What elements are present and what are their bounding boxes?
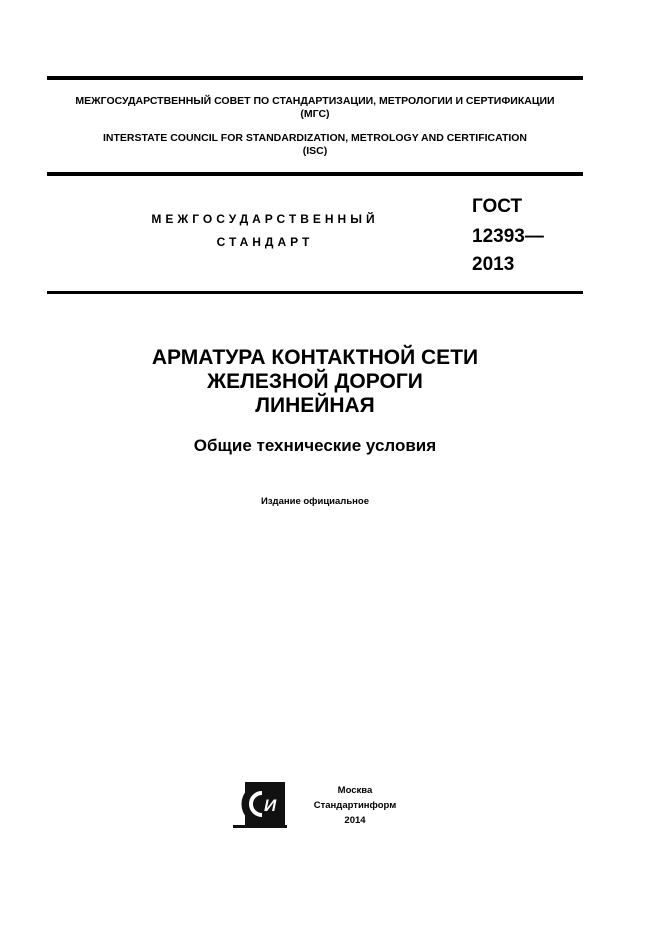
middle-rule — [47, 172, 583, 176]
title-line1: АРМАТУРА КОНТАКТНОЙ СЕТИ — [151, 346, 479, 369]
edition-note: Издание официальное — [261, 496, 369, 507]
top-rule — [47, 76, 583, 80]
publisher-city: Москва — [337, 785, 373, 796]
council-ru-abbr: (МГС) — [300, 108, 330, 120]
standard-label-line2: СТАНДАРТ — [216, 235, 314, 249]
council-ru-name: МЕЖГОСУДАРСТВЕННЫЙ СОВЕТ ПО СТАНДАРТИЗАЦИИ, МЕТРОЛОГИИ И СЕРТИФИКАЦИИ — [75, 95, 555, 107]
publisher-year: 2014 — [344, 815, 366, 826]
svg-text:И: И — [264, 796, 277, 815]
standartinform-logo-icon — [233, 780, 287, 830]
council-ru — [47, 95, 583, 121]
title-line3: ЛИНЕЙНАЯ — [255, 394, 375, 417]
standard-label-line1: МЕЖГОСУДАРСТВЕННЫЙ — [151, 212, 379, 226]
council-en-name: INTERSTATE COUNCIL FOR STANDARDIZATION, METROLOGY AND CERTIFICATION — [102, 132, 528, 144]
lower-rule — [47, 291, 583, 294]
document-subtitle: Общие технические условия — [193, 436, 437, 455]
council-en-abbr: (ISC) — [302, 145, 328, 157]
gost-number: 12393— — [472, 226, 544, 247]
gost-year: 2013 — [472, 254, 515, 275]
publisher-name: Стандартинформ — [313, 800, 397, 811]
gost-prefix: ГОСТ — [472, 196, 523, 217]
council-en — [47, 132, 583, 158]
title-line2: ЖЕЛЕЗНОЙ ДОРОГИ — [207, 370, 423, 393]
